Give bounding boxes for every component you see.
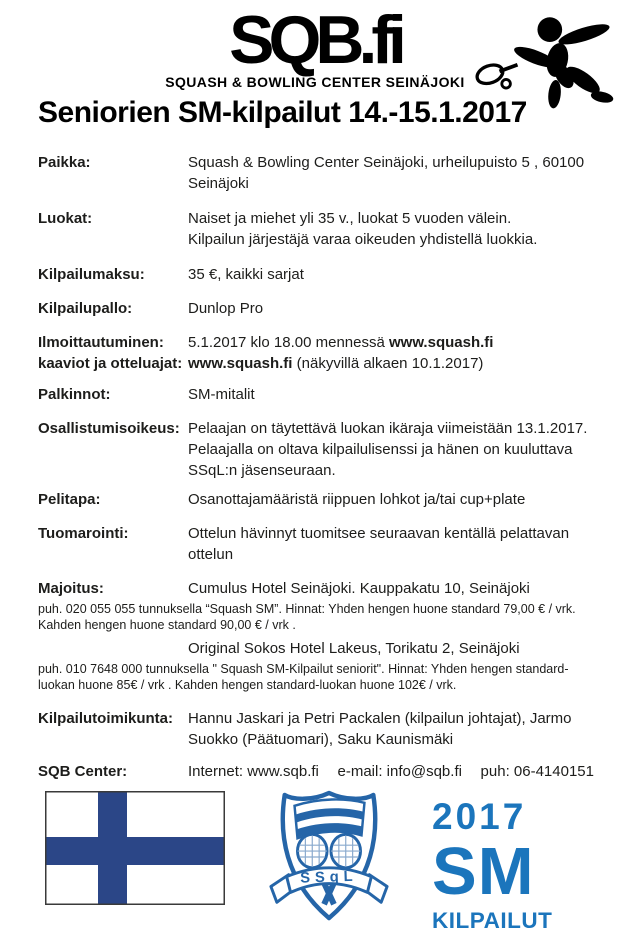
row-palkinnot: [38, 384, 596, 405]
ssql-badge: [265, 786, 393, 931]
row-kilpailumaksu: [38, 264, 596, 285]
value-tuomarointi: Ottelun hävinnyt tuomitsee seuraavan kentällä pelattavan ottelun: [188, 524, 570, 563]
label-luokat: Luokat:: [38, 209, 93, 227]
label-ilmoittautuminen: [38, 332, 188, 374]
ssql-badge-text: SSqL: [299, 868, 358, 887]
sm-logo-sm: SM: [432, 833, 535, 909]
squash-player-icon: [470, 6, 622, 114]
sm-logo-kilpailut: KILPAILUT: [432, 907, 553, 933]
row-luokat: [38, 208, 596, 250]
label-palkinnot: Palkinnot:: [38, 385, 111, 403]
label-majoitus: Majoitus:: [38, 579, 104, 597]
draws-info: [188, 353, 596, 374]
hotel1-details: puh. 020 055 055 tunnuksella “Squash SM”. Hinnat: Yhden hengen huone standard 79,00 € / vrk. Kahden hengen huone standard 90,00 € / vrk .: [38, 601, 576, 632]
label-kilpailumaksu: Kilpailumaksu:: [38, 265, 145, 283]
value-ilmoittautuminen: [188, 332, 596, 374]
squash-fi-url: www.squash.fi: [388, 333, 494, 351]
sqb-phone: puh: 06-4140151: [480, 762, 594, 780]
sqb-contact-info: [188, 761, 596, 782]
label-pelitapa: Pelitapa:: [38, 490, 101, 508]
row-kilpailutoimikunta: [38, 708, 596, 750]
value-palkinnot: SM-mitalit: [188, 385, 255, 403]
value-kilpailupallo: Dunlop Pro: [188, 299, 264, 317]
value-kilpailumaksu: 35 €, kaikki sarjat: [188, 265, 304, 283]
sqb-logo-subtitle: SQUASH & BOWLING CENTER SEINÄJOKI: [165, 73, 465, 90]
info-rows: [0, 152, 630, 782]
value-pelitapa: Osanottajamääristä riippuen lohkot ja/tai cup+plate: [188, 490, 526, 508]
value-osallistumisoikeus: Pelaajan on täytettävä luokan ikäraja viimeistään 13.1.2017. Pelaajalla on oltava kilpailulisenssi ja hänen on kuuluttava SSqL:n jäsenseuraan.: [188, 419, 588, 479]
label-majoitus-spacer: [38, 638, 188, 659]
value-luokat: [188, 208, 596, 250]
value-paikka: Squash & Bowling Center Seinäjoki, urheilupuisto 5 , 60100 Seinäjoki: [188, 153, 585, 192]
luokat-line2: Kilpailun järjestäjä varaa oikeuden yhdistellä luokkia.: [188, 230, 538, 248]
sm-2017-logo: [432, 795, 608, 933]
label-paikka: Paikka:: [38, 153, 91, 171]
footer-logos: [0, 786, 630, 933]
row-majoitus-hotel1: [38, 578, 596, 599]
row-ilmoittautuminen: [38, 332, 596, 374]
row-tuomarointi: [38, 523, 596, 565]
label-sqb-center: SQB Center:: [38, 762, 128, 780]
label-kilpailupallo: Kilpailupallo:: [38, 299, 133, 317]
row-kilpailupallo: [38, 298, 596, 319]
row-osallistumisoikeus: [38, 418, 596, 481]
row-sqb-center: [38, 761, 596, 782]
sqb-internet: Internet: www.sqb.fi: [188, 762, 319, 780]
sqb-logo-text: SQB.fi: [229, 2, 401, 78]
draws-visible-text: (näkyvillä alkaen 10.1.2017): [292, 354, 484, 372]
sqb-email: e-mail: info@sqb.fi: [337, 762, 462, 780]
page-title: Seniorien SM-kilpailut 14.-15.1.2017: [38, 95, 527, 129]
hotel2-details: puh. 010 7648 000 tunnuksella " Squash SM-Kilpailut seniorit". Hinnat: Yhden hengen standard-luokan huone 85€ / vrk . Kahden hengen standard-luokan huone 102€ / vrk.: [38, 662, 569, 693]
registration-deadline: [188, 332, 596, 353]
sm-logo-year: 2017: [432, 795, 527, 837]
row-pelitapa: [38, 489, 596, 510]
label-tuomarointi: Tuomarointi:: [38, 524, 129, 542]
flyer-header: [0, 0, 630, 90]
row-majoitus-hotel2: [38, 638, 596, 659]
label-osallistumisoikeus: Osallistumisoikeus:: [38, 419, 180, 437]
row-paikka: [38, 152, 596, 194]
hotel1-name: Cumulus Hotel Seinäjoki. Kauppakatu 10, Seinäjoki: [188, 579, 530, 597]
value-kilpailutoimikunta: Hannu Jaskari ja Petri Packalen (kilpailun johtajat), Jarmo Suokko (Päätuomari), Saku Kaunismäki: [188, 709, 572, 748]
ilmo-label-line1: Ilmoittautuminen:: [38, 333, 164, 351]
squash-fi-url2: www.squash.fi: [188, 354, 293, 372]
luokat-line1: Naiset ja miehet yli 35 v., luokat 5 vuoden välein.: [188, 209, 512, 227]
deadline-text: 5.1.2017 klo 18.00 mennessä: [188, 333, 389, 351]
ilmo-label-line2: kaaviot ja otteluajat:: [38, 354, 183, 372]
label-kilpailutoimikunta: Kilpailutoimikunta:: [38, 709, 173, 727]
hotel2-name: Original Sokos Hotel Lakeus, Torikatu 2, Seinäjoki: [188, 640, 520, 658]
